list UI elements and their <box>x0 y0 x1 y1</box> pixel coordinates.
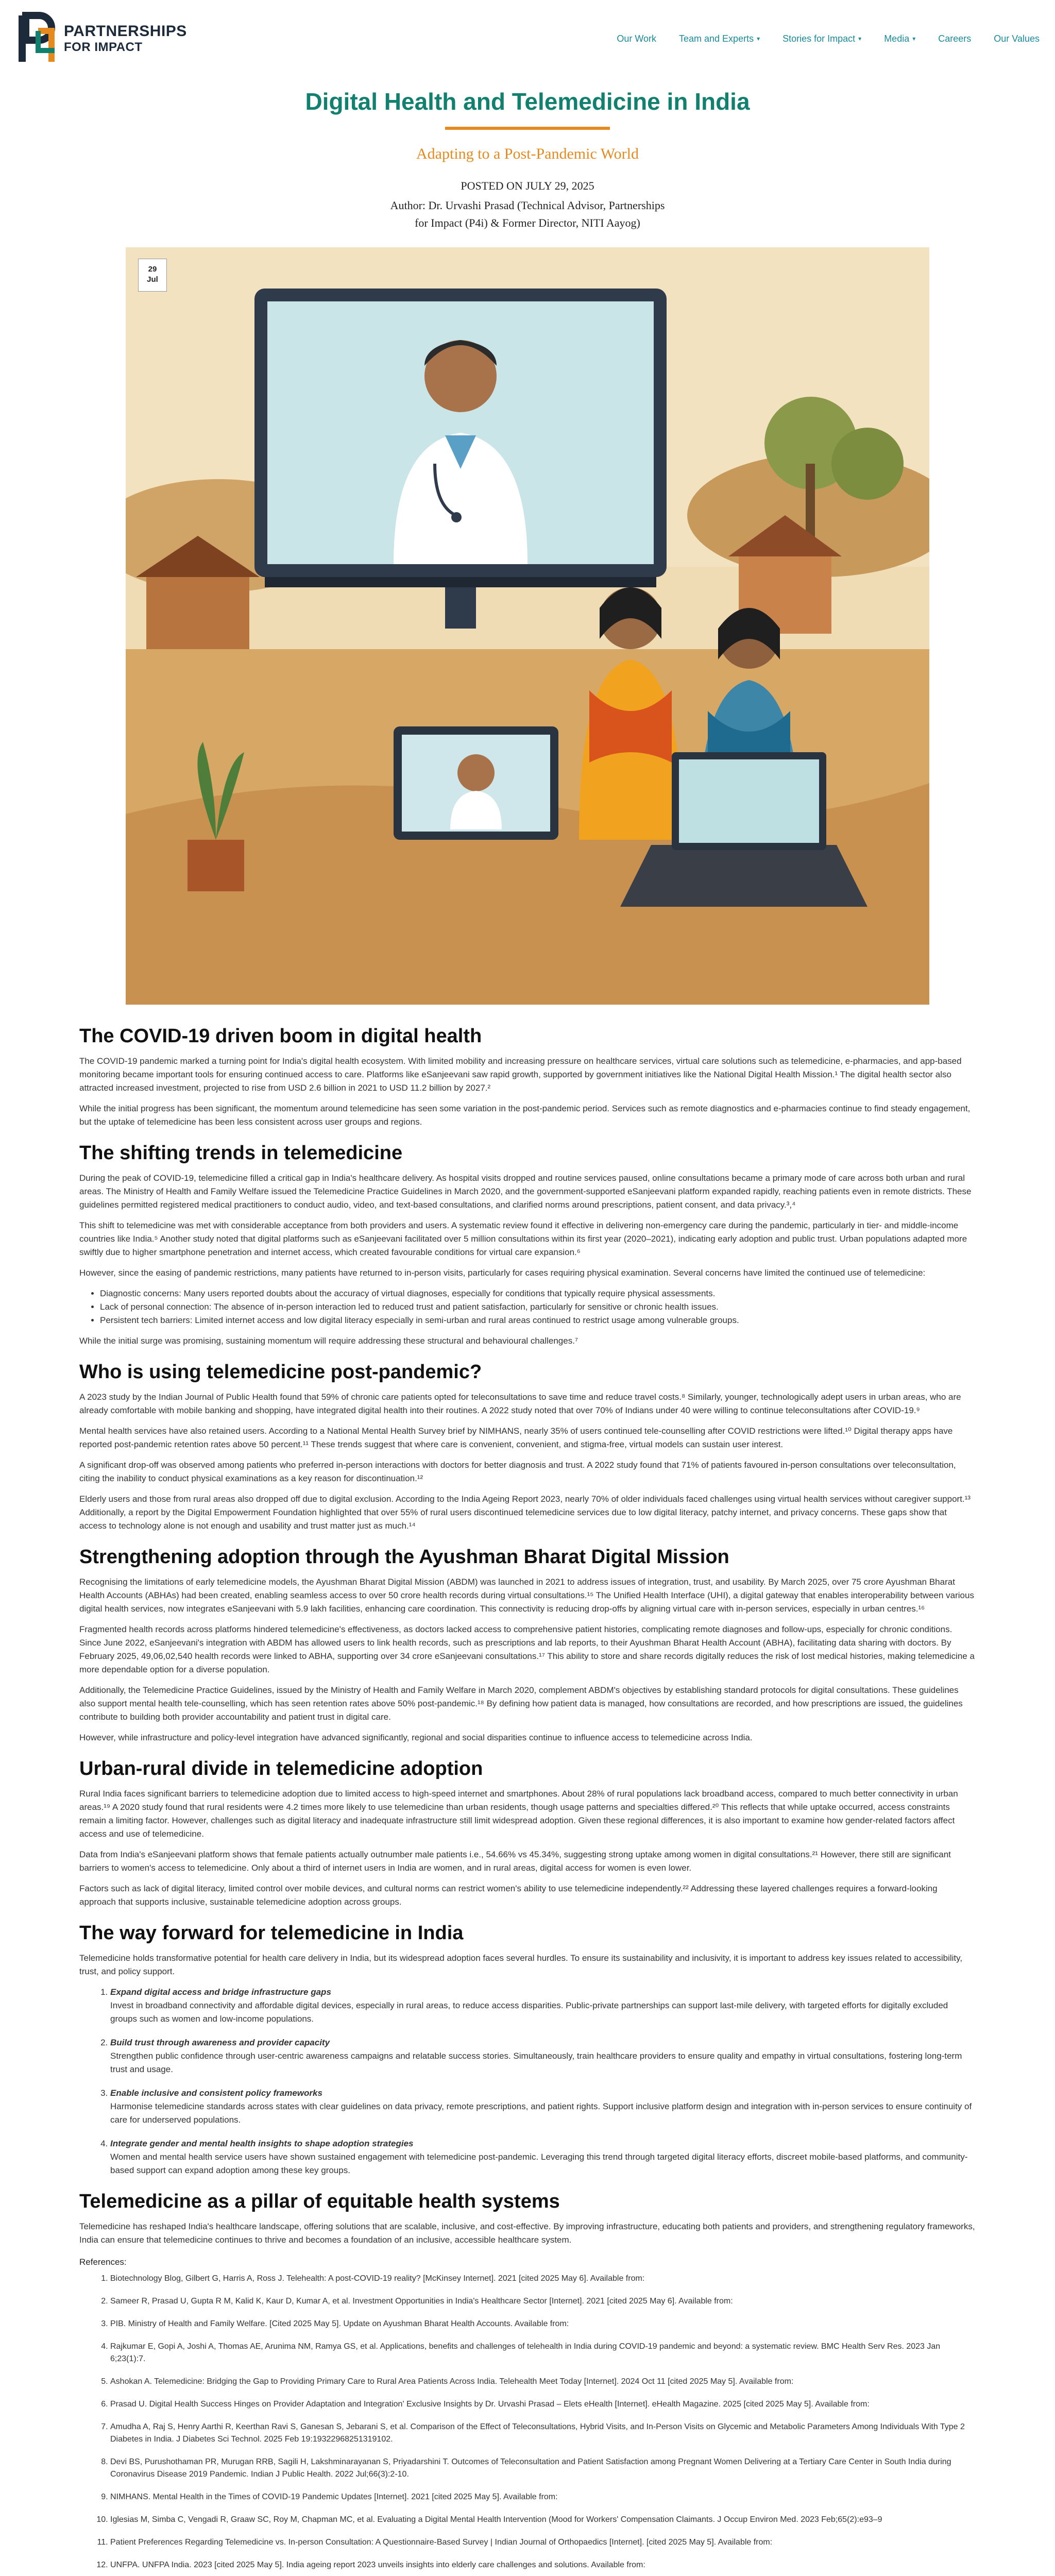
references-list <box>110 2273 976 2576</box>
author-line-2: for Impact (P4i) & Former Director, NITI Aayog) <box>415 216 640 229</box>
nav-media[interactable] <box>884 33 915 44</box>
paragraph: While the initial surge was promising, sustaining momentum will require addressing these structural and behavioural challenges.⁷ <box>79 1336 578 1346</box>
logo-mark-icon <box>15 10 57 67</box>
paragraph: During the peak of COVID-19, telemedicine filled a critical gap in India's healthcare delivery. As hospital visits dropped and routine services paused, online consultations became a primary mode of care across both urban and rural areas. The Ministry of Health and Family Welfare issued the Telemedicine Practice Guidelines in March 2020, and the government-supported eSanjeevani platform expanded rapidly, reaching patients even in remote districts. These guidelines permitted registered medical practitioners to conduct audio, video, and text-based consultations, and clarified norms around prescriptions, patient consent, and data privacy.³,⁴ <box>79 1173 972 1210</box>
reference-item[interactable]: 10. Iglesias M, Simba C, Vengadi R, Graaw SC, Roy M, Chapman MC, et al. Evaluating a Digital Mental Health Intervention (Mood for Workers' Compensation Claimants. J Occup Environ Med. 2023 Feb;65(2):e93–9 <box>110 2514 976 2526</box>
logo-line-2: FOR IMPACT <box>64 40 143 54</box>
section-heading: Urban-rural divide in telemedicine adoption <box>79 1758 483 1780</box>
author-line-1: Author: Dr. Urvashi Prasad (Technical Advisor, Partnerships <box>390 199 665 212</box>
step-body: Invest in broadband connectivity and affordable digital devices, especially in rural areas, to reduce access disparities. Public-private partnerships can support last-mile delivery, with targeted efforts for digitally excluded groups such as women and low-income populations. <box>110 2001 948 2024</box>
paragraph: Telemedicine has reshaped India's healthcare landscape, offering solutions that are scalable, inclusive, and cost-effective. By improving infrastructure, educating both patients and providers, and strengthening regulatory frameworks, India can ensure that telemedicine continues to thrive and becomes a foundation of an inclusive, accessible healthcare system. <box>79 2222 975 2245</box>
references-label: References: <box>79 2257 127 2267</box>
chevron-down-icon: ▾ <box>912 35 916 42</box>
logo-line-1: PARTNERSHIPS <box>64 23 187 40</box>
date-badge-day: 29 <box>148 265 157 274</box>
step-body: Harmonise telemedicine standards across states with clear guidelines on data privacy, remote prescriptions, and patient rights. Support inclusive platform design and integration with in-person services to ensure continuity of care for underserved populations. <box>110 2102 972 2125</box>
paragraph: However, while infrastructure and policy-level integration have advanced significantly, regional and social disparities continue to influence access to telemedicine across India. <box>79 1733 753 1742</box>
reference-item[interactable]: 11. Patient Preferences Regarding Telemedicine vs. In-person Consultation: A Questionnaire-Based Survey | Indian Journal of Orthopaedics [Internet]. [cited 2025 May 5]. Available from: <box>110 2536 976 2549</box>
post-title-block <box>0 77 1055 232</box>
date-badge-month: Jul <box>147 275 158 284</box>
paragraph: The COVID-19 pandemic marked a turning point for India's digital health ecosystem. With limited mobility and increasing pressure on healthcare services, virtual care solutions such as telemedicine, e-pharmacies, and app-based monitoring became important tools for ensuring continued access to care. Platforms like eSanjeevani saw rapid growth, supported by government initiatives like the National Digital Health Mission.¹ The digital health sector also attracted increased investment, projected to rise from USD 2.6 billion in 2021 to USD 11.2 billion by 2027.² <box>79 1056 962 1093</box>
list-item: • Diagnostic concerns: Many users reported doubts about the accuracy of virtual diagnoses, especially for conditions that typically require physical assessments. <box>100 1287 976 1300</box>
paragraph: While the initial progress has been significant, the momentum around telemedicine has seen some variation in the post-pandemic period. Services such as remote diagnostics and e-pharmacies continue to find steady engagement, but the uptake of telemedicine has been less consistent across user groups and regions. <box>79 1104 971 1127</box>
list-item: • Persistent tech barriers: Limited internet access and low digital literacy especially in semi-urban and rural areas continued to restrict usage among vulnerable groups. <box>100 1314 976 1327</box>
step-body: Strengthen public confidence through user-centric awareness campaigns and relatable success stories. Simultaneously, train healthcare providers to ensure quality and empathy in virtual consultations, fostering long-term trust and usage. <box>110 2051 962 2074</box>
paragraph: A 2023 study by the Indian Journal of Public Health found that 59% of chronic care patients opted for teleconsultations to save time and reduce travel costs.⁸ Similarly, younger, technologically adept users in urban areas, who are already comfortable with mobile banking and shopping, have integrated digital health into their routines. A 2022 study noted that over 70% of Indians under 40 were willing to continue teleconsultations after COVID-19.⁹ <box>79 1392 961 1415</box>
step-title: 2. Build trust through awareness and provider capacity <box>110 2038 330 2047</box>
date-badge <box>138 259 167 292</box>
section-heading: The way forward for telemedicine in India <box>79 1922 464 1944</box>
post-author <box>0 197 1055 232</box>
nav-team-and-experts[interactable] <box>679 33 760 44</box>
step-title: 4. Integrate gender and mental health insights to shape adoption strategies <box>110 2139 414 2148</box>
paragraph: Telemedicine holds transformative potential for health care delivery in India, but its widespread adoption faces several hurdles. To ensure its sustainability and inclusivity, it is important to address key issues related to accessibility, trust, and policy support. <box>79 1953 963 1976</box>
step-item <box>110 2087 976 2127</box>
list-item: • Lack of personal connection: The absence of in-person interaction led to reduced trust and patient satisfaction, particularly for sensitive or chronic health issues. <box>100 1300 976 1314</box>
paragraph: Elderly users and those from rural areas also dropped off due to digital exclusion. According to the India Ageing Report 2023, nearly 70% of older individuals faced challenges using virtual health services without caregiver support.¹³ Additionally, a report by the Digital Empowerment Foundation highlighted that over 55% of rural users discontinued telemedicine services due to low digital literacy, patchy internet, and privacy concerns. These gaps show that access to technology alone is not enough and usability and trust matter just as much.¹⁴ <box>79 1494 971 1531</box>
article-body <box>79 1025 976 2576</box>
step-title: 1. Expand digital access and bridge infrastructure gaps <box>110 1987 331 1997</box>
nav-stories-for-impact[interactable] <box>782 33 861 44</box>
section-heading: Telemedicine as a pillar of equitable health systems <box>79 2191 560 2212</box>
concerns-list <box>100 1287 976 1327</box>
reference-item[interactable]: 2. Sameer R, Prasad U, Gupta R M, Kalid K, Kaur D, Kumar A, et al. Investment Opportunities in India's Healthcare Sector [Internet]. 2021 [cited 2025 May 6]. Available from: <box>110 2295 976 2308</box>
paragraph: Data from India's eSanjeevani platform shows that female patients actually outnumber male patients i.e., 54.66% vs 45.34%, suggesting strong uptake among women in digital consultations.²¹ However, there still are significant barriers to women's access to telemedicine. Only about a third of internet users in India are women, and in rural areas, digital access for women is even lower. <box>79 1850 951 1873</box>
reference-item[interactable]: 9. NIMHANS. Mental Health in the Times of COVID-19 Pandemic Updates [Internet]. 2021 [cited 2025 May 5]. Available from: <box>110 2491 976 2503</box>
post-date: POSTED ON JULY 29, 2025 <box>461 179 594 192</box>
nav-our-work[interactable] <box>617 33 656 44</box>
step-item <box>110 1986 976 2026</box>
chevron-down-icon: ▾ <box>757 35 760 42</box>
logo-text <box>64 23 187 55</box>
way-forward-steps <box>110 1986 976 2177</box>
telemedicine-illustration <box>126 247 929 1005</box>
main-nav <box>617 33 1040 44</box>
reference-item[interactable]: 3. PIB. Ministry of Health and Family Welfare. [Cited 2025 May 5]. Update on Ayushman Bharat Health Accounts. Available from: <box>110 2318 976 2330</box>
reference-item[interactable]: 1. Biotechnology Blog, Gilbert G, Harris A, Ross J. Telehealth: A post-COVID-19 reality? [McKinsey Internet]. 2021 [cited 2025 May 6]. Available from: <box>110 2273 976 2285</box>
paragraph: Rural India faces significant barriers to telemedicine adoption due to limited access to high-speed internet and smartphones. About 28% of rural populations lack broadband access, compared to much better connectivity in urban areas.¹⁹ A 2020 study found that rural residents were 4.2 times more likely to use telemedicine than urban residents, though usage patterns and specialties differed.²⁰ This reflects that while uptake occurred, access constraints remain a limiting factor. However, challenges such as digital literacy and inadequate infrastructure still limit widespread adoption. Given these regional differences, it is also important to examine how gender-related factors affect access and use of telemedicine. <box>79 1789 958 1839</box>
step-title: 3. Enable inclusive and consistent policy frameworks <box>110 2088 322 2098</box>
nav-careers[interactable] <box>938 33 971 44</box>
nav-label: Our Values <box>994 33 1040 44</box>
site-header <box>0 0 1055 77</box>
reference-item[interactable]: 8. Devi BS, Purushothaman PR, Murugan RRB, Sagili H, Lakshminarayanan S, Priyadarshini T. Outcomes of Teleconsultation and Patient Satisfaction among Pregnant Women Delivering at a Tertiary Care Center in South India during Coronavirus Disease 2019 Pandemic. Indian J Public Health. 2022 Jul;66(3):2-10. <box>110 2456 976 2481</box>
reference-item[interactable]: 5. Ashokan A. Telemedicine: Bridging the Gap to Providing Primary Care to Rural Area Patients Across India. Telehealth Meet Today [Internet]. 2024 Oct 11 [cited 2025 May 5]. Available from: <box>110 2376 976 2388</box>
paragraph: Recognising the limitations of early telemedicine models, the Ayushman Bharat Digital Mission (ABDM) was launched in 2021 to address issues of integration, trust, and usability. By March 2025, over 75 crore Ayushman Bharat Health Accounts (ABHAs) had been created, enabling seamless access to over 50 crore health records during virtual consultations.¹⁵ The Unified Health Interface (UHI), a digital gateway that enables interoperability between various digital health services, now integrates eSanjeevani with 5.9 lakh facilities, enhancing care coordination. This connectivity is reducing drop-offs by aligning virtual care with in-person services, especially in urban centres.¹⁶ <box>79 1577 974 1614</box>
section-heading: The COVID-19 driven boom in digital health <box>79 1025 482 1047</box>
step-item <box>110 2036 976 2076</box>
nav-label: Our Work <box>617 33 656 44</box>
section-heading: Strengthening adoption through the Ayushman Bharat Digital Mission <box>79 1546 729 1568</box>
section-heading: Who is using telemedicine post-pandemic? <box>79 1361 482 1383</box>
paragraph: Factors such as lack of digital literacy, limited control over mobile devices, and cultural norms can restrict women's ability to use telemedicine independently.²² Addressing these layered challenges requires a forward-looking approach that supports inclusive, sustainable telemedicine adoption across groups. <box>79 1884 938 1907</box>
paragraph: Fragmented health records across platforms hindered telemedicine's effectiveness, as doctors lacked access to comprehensive patient histories, complicating remote diagnoses and follow-ups, especially for chronic conditions. Since June 2022, eSanjeevani's integration with ABDM has allowed users to link health records, such as prescriptions and lab reports, to their Ayushman Bharat Health Account (ABHA), facilitating data sharing with doctors. By February 2025, 49,06,02,540 health records were linked to ABHA, supporting over 34 crore eSanjeevani consultations.¹⁷ This ability to store and share records digitally reduces the risk of lost medical histories, making telemedicine a more dependable option for a diverse population. <box>79 1624 975 1674</box>
step-body: Women and mental health service users have shown sustained engagement with telemedicine post-pandemic. Leveraging this trend through targeted digital literacy efforts, discreet mobile-based platforms, and community-based support can expand adoption among these key groups. <box>110 2152 968 2175</box>
reference-item[interactable]: 4. Rajkumar E, Gopi A, Joshi A, Thomas AE, Arunima NM, Ramya GS, et al. Applications, benefits and challenges of telehealth in India during COVID-19 pandemic and beyond: a systematic review. BMC Health Serv Res. 2023 Jan 6;23(1):7. <box>110 2341 976 2365</box>
title-underline <box>445 127 610 130</box>
nav-our-values[interactable] <box>994 33 1040 44</box>
reference-item[interactable]: 12. UNFPA. UNFPA India. 2023 [cited 2025 May 5]. India ageing report 2023 unveils insights into elderly care challenges and solutions. Available from: <box>110 2559 976 2571</box>
paragraph: This shift to telemedicine was met with considerable acceptance from both providers and users. A systematic review found it effective in delivering non-emergency care during the pandemic, particularly in tier- and middle-income countries like India.⁵ Another study noted that digital platforms such as eSanjeevani facilitated over 5 million consultations within its first year (2020–2021), indicating early adoption and public trust. Urban populations adapted more swiftly due to higher smartphone penetration and internet access, which created favourable conditions for virtual care expansion.⁶ <box>79 1221 967 1257</box>
nav-label: Stories for Impact <box>782 33 856 44</box>
nav-label: Team and Experts <box>679 33 754 44</box>
paragraph: However, since the easing of pandemic restrictions, many patients have returned to in-person visits, particularly for cases requiring physical examination. Several concerns have limited the continued use of telemedicine: <box>79 1268 926 1278</box>
paragraph: Additionally, the Telemedicine Practice Guidelines, issued by the Ministry of Health and Family Welfare in March 2020, complement ABDM's objectives by establishing standard protocols for digital consultations. These guidelines also support mental health tele-counselling, which has seen retention rates above 50% post-pandemic.¹⁸ By defining how patient data is managed, how consultations are recorded, and how prescriptions are issued, the guidelines contribute to building both provider accountability and patient trust in digital care. <box>79 1685 963 1722</box>
reference-item[interactable]: 6. Prasad U. Digital Health Success Hinges on Provider Adaptation and Integration' Exclusive Insights by Dr. Urvashi Prasad – Elets eHealth [Internet]. eHealth Magazine. 2025 [cited 2025 May 5]. Available from: <box>110 2398 976 2411</box>
step-item <box>110 2137 976 2177</box>
hero-illustration <box>126 247 929 1005</box>
logo[interactable] <box>15 10 187 67</box>
post-subtitle: Adapting to a Post-Pandemic World <box>416 145 639 162</box>
nav-label: Media <box>884 33 910 44</box>
nav-label: Careers <box>938 33 972 44</box>
chevron-down-icon: ▾ <box>858 35 862 42</box>
reference-item[interactable]: 7. Amudha A, Raj S, Henry Aarthi R, Keerthan Ravi S, Ganesan S, Jebarani S, et al. Comparison of the Effect of Teleconsultations, Hybrid Visits, and In-Person Visits on Glycemic and Metabolic Parameters Among Individuals With Type 2 Diabetes in India. J Diabetes Sci Technol. 2025 Feb 19:19322968251319102. <box>110 2421 976 2446</box>
post-title: Digital Health and Telemedicine in India <box>305 88 750 115</box>
paragraph: Mental health services have also retained users. According to a National Mental Health Survey brief by NIMHANS, nearly 35% of users continued tele-counselling after COVID restrictions were lifted.¹⁰ Digital therapy apps have reported post-pandemic retention rates above 50 percent.¹¹ These trends suggest that where care is convenient, convenient, and stigma-free, virtual models can sustain user interest. <box>79 1426 953 1449</box>
section-heading: The shifting trends in telemedicine <box>79 1142 403 1164</box>
paragraph: A significant drop-off was observed among patients who preferred in-person interactions with doctors for better diagnosis and trust. A 2022 study found that 71% of patients favoured in-person consultations over teleconsultation, citing the inability to conduct physical examinations as a key reason for discontinuation.¹² <box>79 1460 956 1483</box>
